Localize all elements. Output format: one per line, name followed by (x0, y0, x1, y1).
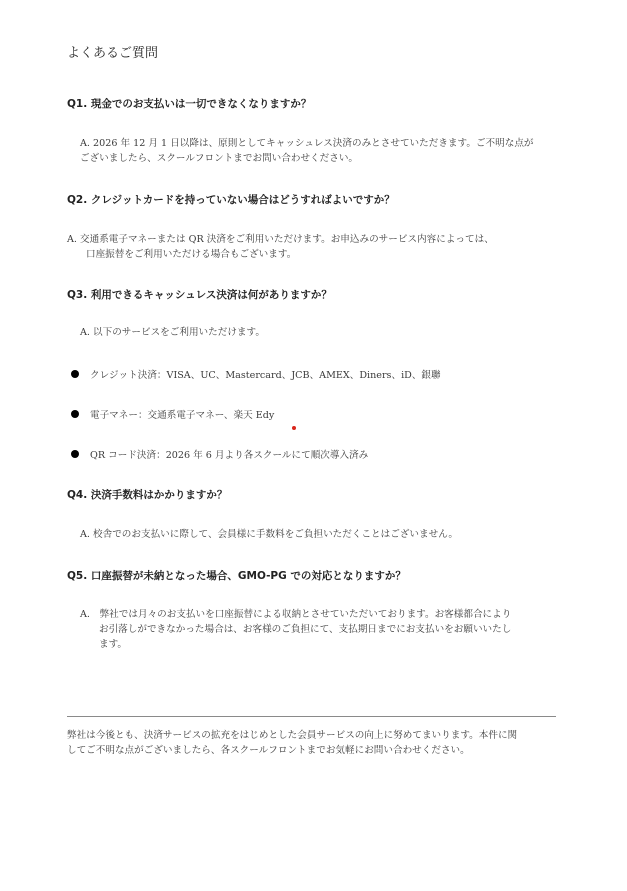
answer-5-line-3: ます。 (99, 639, 128, 650)
answer-2-line-2: 口座振替をご利用いただける場合もございます。 (86, 249, 297, 260)
payment-method-credit: クレジット決済：VISA、UC、Mastercard、JCB、AMEX、Diners、iD、銀聯 (90, 370, 441, 381)
question-1: Q1. 現金でのお支払いは一切できなくなりますか？ (67, 98, 312, 110)
payment-method-qr: QR コード決済：2026 年 6 月より各スクールにて順次導入済み (90, 450, 369, 461)
red-dot-mark (292, 426, 296, 430)
question-4: Q4. 決済手数料はかかりますか？ (67, 489, 228, 501)
bullet-icon (71, 370, 79, 378)
page-title: よくあるご質問 (67, 46, 159, 61)
payment-method-emoney: 電子マネー：交通系電子マネー、楽天 Edy (90, 410, 275, 421)
answer-2 (67, 232, 494, 262)
question-5: Q5. 口座振替が未納となった場合、GMO-PG での対応となりますか？ (67, 570, 406, 582)
answer-5-line-2: お引落しができなかった場合は、お客様のご負担にて、支払期日までにお支払いをお願いいたし (99, 624, 512, 635)
footer-note (67, 728, 517, 758)
footer-divider (67, 716, 556, 717)
payment-method-item (71, 447, 368, 461)
answer-3 (80, 325, 265, 340)
answer-4 (80, 527, 458, 542)
answer-3-line-1: A. 以下のサービスをご利用いただけます。 (80, 327, 265, 338)
payment-method-item (71, 367, 441, 381)
answer-1 (80, 136, 534, 166)
bullet-icon (71, 450, 79, 458)
payment-method-item (71, 407, 274, 421)
answer-1-line-2: ございましたら、スクールフロントまでお問い合わせください。 (80, 153, 359, 164)
answer-2-line-1: A. 交通系電子マネーまたは QR 決済をご利用いただけます。お申込みのサービス内容によっては、 (67, 234, 494, 245)
footer-line-1: 弊社は今後とも、決済サービスの拡充をはじめとした会員サービスの向上に努めてまいります。本件に関 (67, 730, 518, 741)
question-2: Q2. クレジットカードを持っていない場合はどうすればよいですか？ (67, 194, 395, 206)
question-3: Q3. 利用できるキャッシュレス決済は何がありますか？ (67, 289, 332, 301)
answer-4-line-1: A. 校舎でのお支払いに際して、会員様に手数料をご負担いただくことはございません。 (80, 529, 458, 540)
answer-5 (80, 607, 511, 652)
footer-line-2: してご不明な点がございましたら、各スクールフロントまでお気軽にお問い合わせください。 (67, 745, 470, 756)
answer-5-line-1: A. 弊社では月々のお支払いを口座振替による収納とさせていただいております。お客様都合により (80, 609, 512, 620)
bullet-icon (71, 410, 79, 418)
answer-1-line-1: A. 2026 年 12 月 1 日以降は、原則としてキャッシュレス決済のみとさせていただきます。ご不明な点が (80, 138, 534, 149)
